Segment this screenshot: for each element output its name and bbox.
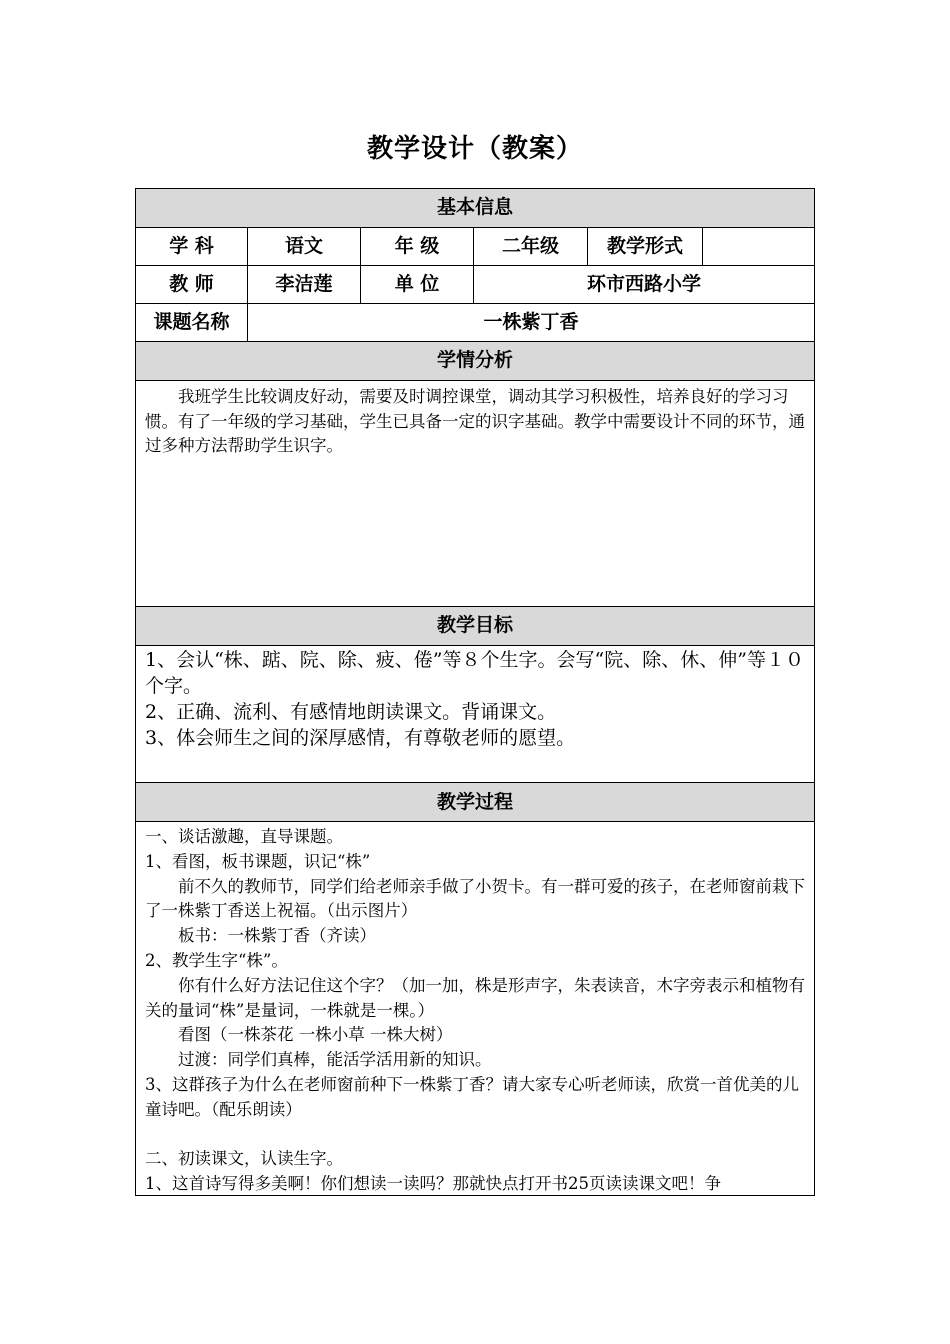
objective-item: 2、正确、流利、有感情地朗读课文。背诵课文。	[145, 701, 557, 723]
row-subject-grade	[136, 228, 814, 266]
section-header-objectives: 教学目标	[136, 607, 814, 646]
process-line: 一、谈话激趣，直导课题。	[145, 827, 343, 846]
blank-line	[145, 1123, 806, 1148]
subject-value: 语文	[248, 228, 361, 265]
analysis-text: 我班学生比较调皮好动，需要及时调控课堂，调动其学习积极性，培养良好的学习习惯。有了一年级的学习基础，学生已具备一定的识字基础。教学中需要设计不同的环节，通过多种方法帮助学生识字。	[145, 387, 805, 455]
grade-value: 二年级	[474, 228, 588, 265]
process-line: 看图（一株茶花 一株小草 一株大树）	[178, 1025, 453, 1045]
process-line: 板书：一株紫丁香（齐读）	[178, 926, 376, 946]
teaching-form-value	[703, 228, 814, 265]
analysis-body	[136, 381, 814, 607]
process-body	[136, 822, 814, 1195]
objective-item: 3、体会师生之间的深厚感情，有尊敬老师的愿望。	[145, 727, 576, 749]
process-line: 3、这群孩子为什么在老师窗前种下一株紫丁香？请大家专心听老师读，欣赏一首优美的儿童诗吧。（配乐朗读）	[145, 1074, 799, 1119]
unit-value: 环市西路小学	[586, 273, 701, 295]
teacher-value: 李洁莲	[248, 266, 361, 303]
row-teacher-unit	[136, 266, 814, 304]
row-lesson-name	[136, 304, 814, 342]
subject-label: 学 科	[136, 228, 248, 265]
process-line: 1、看图，板书课题，识记“株”	[145, 851, 371, 871]
objective-item: 1、会认“株、踮、院、除、疲、倦”等８个生字。会写“院、除、休、伸”等１０个字。	[145, 649, 804, 697]
unit-label: 单 位	[361, 266, 474, 303]
teaching-form-label: 教学形式	[588, 228, 703, 265]
lesson-name-label: 课题名称	[136, 304, 248, 341]
process-line: 1、这首诗写得多美啊！你们想读一读吗？那就快点打开书25页读读课文吧！争	[145, 1174, 721, 1194]
process-line: 你有什么好方法记住这个字？（加一加，株是形声字，朱表读音，木字旁表示和植物有关的量词“株”是量词，一株就是一棵。）	[145, 975, 805, 1020]
process-line: 二、初读课文，认读生字。	[145, 1149, 343, 1169]
teacher-label: 教 师	[136, 266, 248, 303]
lesson-name-value: 一株紫丁香	[483, 311, 579, 333]
grade-label: 年 级	[361, 228, 474, 265]
section-header-process: 教学过程	[136, 783, 814, 822]
page-title: 教学设计（教案）	[366, 134, 583, 164]
section-header-analysis: 学情分析	[136, 342, 814, 381]
process-line: 前不久的教师节，同学们给老师亲手做了小贺卡。有一群可爱的孩子，在老师窗前栽下了一株紫丁香送上祝福。（出示图片）	[145, 876, 805, 921]
section-header-basic-info: 基本信息	[136, 189, 814, 228]
objectives-body	[136, 646, 814, 783]
lesson-plan-table	[135, 188, 815, 1196]
process-line: 过渡：同学们真棒，能活学活用新的知识。	[178, 1050, 492, 1070]
process-line: 2、教学生字“株”。	[145, 950, 288, 970]
